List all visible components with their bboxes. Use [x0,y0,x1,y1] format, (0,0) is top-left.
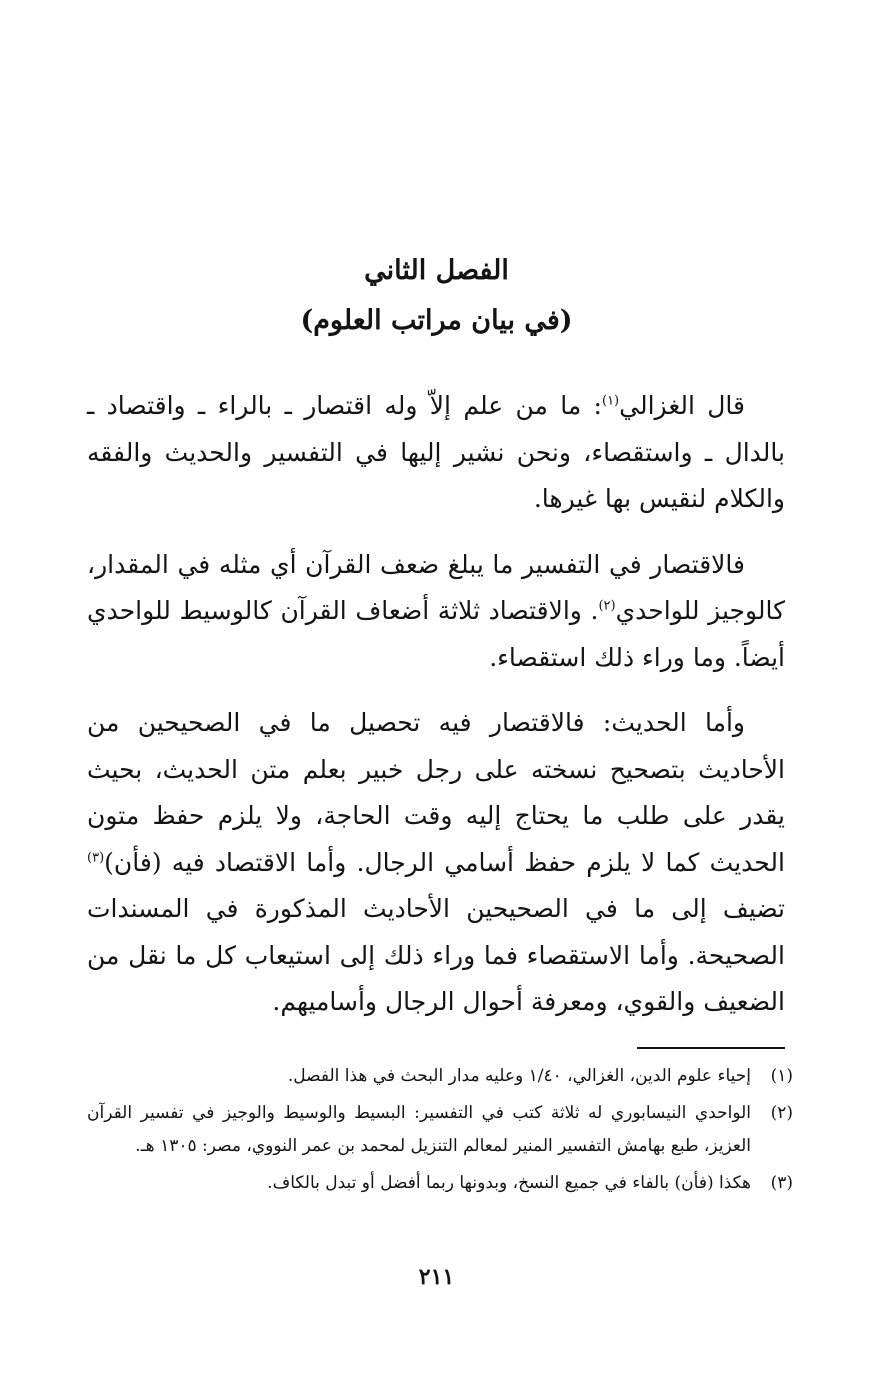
paragraph-3 [87,700,785,1026]
body-text [87,383,785,1045]
chapter-subtitle: (في بيان مراتب العلوم) [300,305,573,336]
footnote-text: هكذا (فأن) بالفاء في جميع النسخ، وبدونها ربما أفضل أو تبدل بالكاف. [267,1173,751,1193]
footnote-text: الواحدي النيسابوري له ثلاثة كتب في التفسير: البسيط والوسيط والوجيز في تفسير القرآن العزيز، طبع بهامش التفسير المنير لمعالم التنزيل لمحمد بن عمر النووي، مصر: ١٣٠٥ هـ. [87,1103,751,1156]
footnote-number: (٣) [770,1173,793,1193]
footnote-2 [87,1097,793,1163]
footnote-reference-3: (٣) [87,850,105,866]
paragraph-text: . والاقتصاد ثلاثة أضعاف القرآن كالوسيط للواحدي أيضاً. وما وراء ذلك استقصاء. [87,596,785,672]
footnote-reference-2: (٢) [598,598,616,614]
footnote-number: (٢) [770,1103,793,1123]
footnote-3 [87,1167,793,1200]
paragraph-2 [87,542,785,682]
paragraph-text: قال الغزالي [619,391,746,420]
footnote-text: إحياء علوم الدين، الغزالي، ١/٤٠ وعليه مدار البحث في هذا الفصل. [287,1066,751,1086]
page-number: ٢١١ [418,1264,455,1290]
footnote-divider [637,1047,785,1049]
paragraph-text: وأما الحديث: فالاقتصار فيه تحصيل ما في الصحيحين من الأحاديث بتصحيح نسخته على رجل خبير بعلم متن الحديث، بحيث يقدر على طلب ما يحتاج إليه وقت الحاجة، ولا يلزم حفظ متون الحديث كما لا يلزم حفظ أسامي الرجال. وأما الاقتصاد فيه (فأن) [87,708,785,877]
paragraph-text: فالاقتصار في التفسير ما يبلغ ضعف القرآن أي مثله في المقدار، كالوجيز للواحدي [87,549,785,625]
footnote-number: (١) [770,1066,793,1086]
paragraph-text: تضيف إلى ما في الصحيحين الأحاديث المذكورة في المسندات الصحيحة. وأما الاستقصاء فما وراء ذلك إلى استيعاب كل ما نقل من الضعيف والقوي، ومعرفة أحوال الرجال وأساميهم. [87,894,785,1016]
paragraph-1 [87,383,785,523]
paragraph-text: : ما من علم إلاّ وله اقتصار ـ بالراء ـ واقتصاد ـ بالدال ـ واستقصاء، ونحن نشير إليها في التفسير والحديث والفقه والكلام لنقيس بها غيرها. [87,391,785,513]
footnote-reference-1: (١) [601,393,620,409]
footnote-1 [87,1060,793,1093]
chapter-title: الفصل الثاني [364,255,509,286]
footnotes [87,1060,793,1204]
